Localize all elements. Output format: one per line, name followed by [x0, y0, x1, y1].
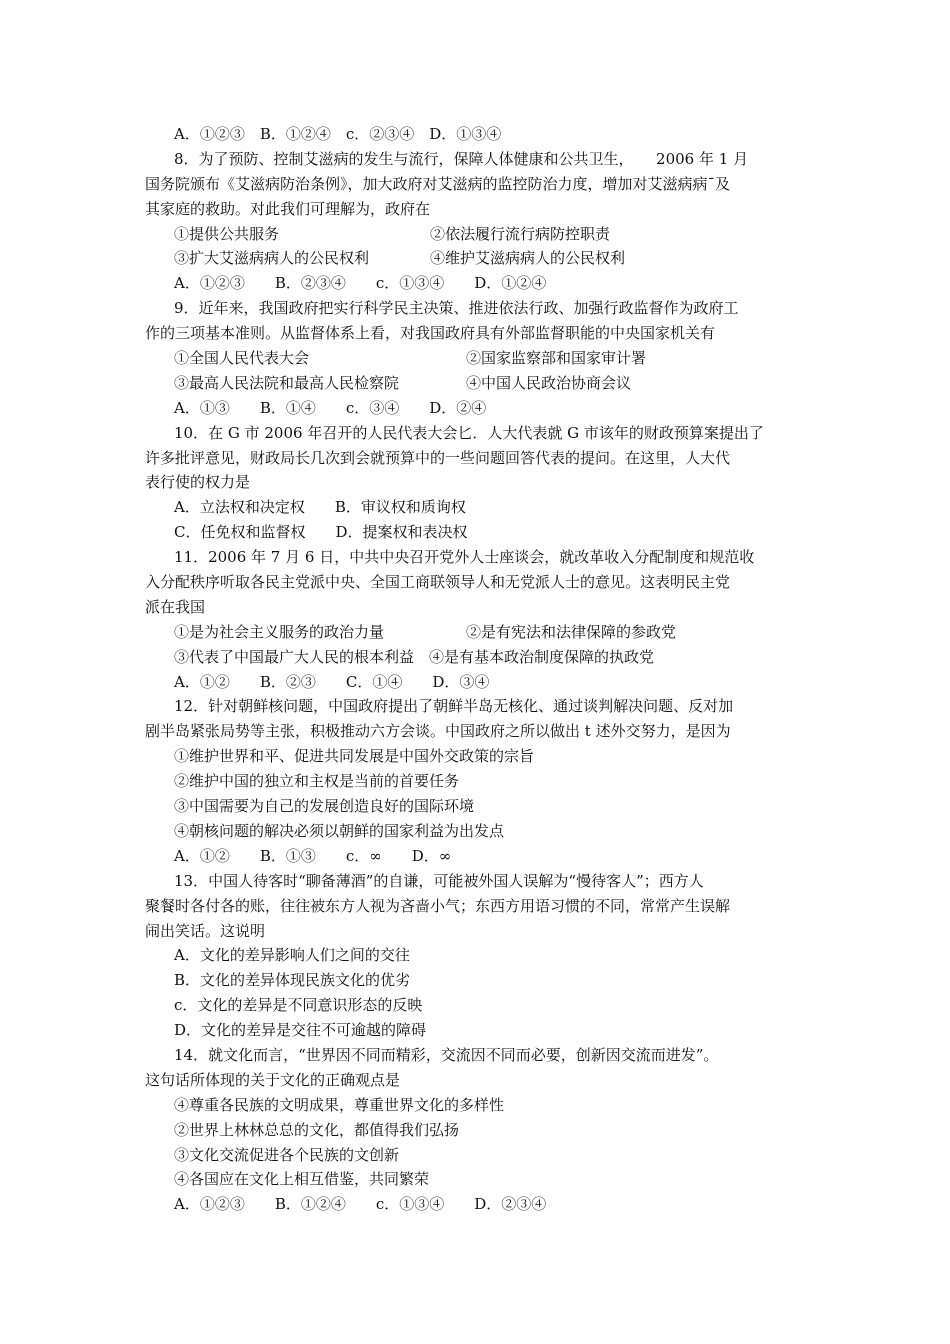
- line-text: ③中国需要为自己的发展创造良好的国际环境: [174, 797, 475, 816]
- text-line: [0, 595, 950, 620]
- line-text: ①提供公共服务: [174, 224, 280, 243]
- line-text: ③文化交流促进各个民族的文创新: [174, 1145, 400, 1164]
- text-line: [0, 147, 950, 172]
- text-line: [0, 446, 950, 471]
- text-line: [0, 919, 950, 944]
- text-line: [0, 346, 950, 371]
- line-text: 作的三项基本准则。从监督体系上看，对我国政府具有外部监督职能的中央国家机关有: [145, 324, 716, 343]
- line-text: ①全国人民代表大会: [174, 349, 310, 368]
- text-line: [0, 545, 950, 570]
- line-text: 剧半岛紧张局势等主张，积极推动六方会谈。中国政府之所以做出 t 述外交努力，是因为: [145, 722, 731, 741]
- text-line: [0, 321, 950, 346]
- text-line: [0, 271, 950, 296]
- text-line: [0, 819, 950, 844]
- text-line: [0, 869, 950, 894]
- line-text: 派在我国: [145, 597, 206, 616]
- line-text: A．①② B．②③ C．①④ D．③④: [174, 672, 490, 691]
- line-text: ①是为社会主义服务的政治力量: [174, 622, 385, 641]
- document-page: [0, 122, 950, 1217]
- line-text: ③最高人民法院和最高人民检察院: [174, 373, 400, 392]
- text-line: [0, 371, 950, 396]
- line-text: ④尊重各民族的文明成果，尊重世界文化的多样性: [174, 1095, 505, 1114]
- line-text: A．①②③ B．①②④ c．①③④ D．②③④: [174, 1195, 547, 1214]
- line-text: A．①②③ B．①②④ c．②③④ D．①③④: [174, 125, 502, 143]
- text-line: [0, 1043, 950, 1068]
- line-text-column-2: ②国家监察部和国家审计署: [466, 349, 647, 368]
- line-text: 入分配秩序听取各民主党派中央、全国工商联领导人和无党派人士的意见。这表明民主党: [145, 573, 731, 592]
- text-line: [0, 670, 950, 695]
- text-line: [0, 495, 950, 520]
- line-text: ①维护世界和平、促进共同发展是中国外交政策的宗旨: [174, 747, 535, 766]
- text-line: [0, 844, 950, 869]
- line-text: 其家庭的救助。对此我们可理解为，政府在: [145, 199, 431, 218]
- text-line: [0, 222, 950, 247]
- line-text: ③代表了中国最广大人民的根本利益 ④是有基本政治制度保障的执政党: [174, 647, 655, 666]
- line-text: B．文化的差异体现民族文化的优劣: [174, 971, 411, 990]
- text-line: [0, 421, 950, 446]
- text-line: [0, 694, 950, 719]
- text-line: [0, 744, 950, 769]
- text-line: [0, 645, 950, 670]
- line-text: A．立法权和决定权 B．审议权和质询权: [174, 498, 466, 517]
- line-text: A．①③ B．①④ c．③④ D．②④: [174, 398, 487, 417]
- text-line: [0, 769, 950, 794]
- text-line: [0, 396, 950, 421]
- line-text: 许多批评意见，财政局长几次到会就预算中的一些问题回答代表的提问。在这里，人大代: [145, 448, 731, 467]
- line-text: 表行使的权力是: [145, 473, 251, 492]
- text-line: [0, 470, 950, 495]
- text-line: [0, 968, 950, 993]
- line-text: 9．近年来，我国政府把实行科学民主决策、推进依法行政、加强行政监督作为政府工: [174, 299, 739, 318]
- text-line: [0, 1018, 950, 1043]
- line-text: 11．2006 年 7 月 6 日，中共中央召开党外人士座谈会，就改革收入分配制度和规范收: [174, 548, 755, 567]
- line-text-column-2: ②是有宪法和法律保障的参政党: [466, 622, 677, 641]
- line-text: ③扩大艾滋病病人的公民权利: [174, 249, 370, 268]
- line-text: 12．针对朝鲜核问题，中国政府提出了朝鲜半岛无核化、通过谈判解决问题、反对加: [174, 697, 734, 716]
- text-line: [0, 1118, 950, 1143]
- text-line: [0, 1143, 950, 1168]
- line-text: c．文化的差异是不同意识形态的反映: [174, 996, 423, 1015]
- text-line: [0, 246, 950, 271]
- line-text: 国务院颁布《艾滋病防治条例》，加大政府对艾滋病的监控防治力度，增加对艾滋病病ˉ及: [145, 174, 731, 193]
- text-line: [0, 1167, 950, 1192]
- text-line: [0, 1068, 950, 1093]
- text-line: [0, 620, 950, 645]
- text-line: [0, 719, 950, 744]
- text-line: [0, 1192, 950, 1217]
- text-line: [0, 122, 950, 147]
- text-line: [0, 520, 950, 545]
- text-line: [0, 172, 950, 197]
- line-text: A．①② B．①③ c．∞ D．∞: [174, 846, 452, 865]
- line-text: ④各国应在文化上相互借鉴，共同繁荣: [174, 1170, 430, 1189]
- text-line: [0, 570, 950, 595]
- line-text: 这句话所体现的关于文化的正确观点是: [145, 1070, 401, 1089]
- line-text: 闹出笑话。这说明: [145, 921, 266, 940]
- line-text: ④朝核问题的解决必须以朝鲜的国家利益为出发点: [174, 821, 505, 840]
- text-line: [0, 296, 950, 321]
- text-line: [0, 794, 950, 819]
- line-text: C．任免权和监督权 D．提案权和表决权: [174, 523, 468, 542]
- text-line: [0, 943, 950, 968]
- text-line: [0, 1093, 950, 1118]
- line-text: 14．就文化而言，“世界因不同而精彩，交流因不同而必要，创新因交流而进发”。: [174, 1045, 719, 1064]
- line-text: A．①②③ B．②③④ c．①③④ D．①②④: [174, 274, 547, 293]
- line-text: 8．为了预防、控制艾滋病的发生与流行，保障人体健康和公共卫生， 2006 年 1 月: [174, 149, 749, 168]
- line-text: ②世界上林林总总的文化，都值得我们弘扬: [174, 1120, 460, 1139]
- line-text: 10．在 G 市 2006 年召开的人民代表大会匕．人大代表就 G 市该年的财政预算案提出了: [174, 423, 764, 442]
- line-text: 聚餐时各付各的账，往往被东方人视为吝啬小气；东西方用语习惯的不同，常常产生误解: [145, 896, 731, 915]
- line-text: D．文化的差异是交往不可逾越的障碍: [174, 1021, 427, 1040]
- line-text: ②维护中国的独立和主权是当前的首要任务: [174, 772, 460, 791]
- text-line: [0, 894, 950, 919]
- line-text: 13．中国人待客时“聊备薄酒”的自谦，可能被外国人误解为“慢待客人”；西方人: [174, 871, 704, 890]
- text-line: [0, 197, 950, 222]
- line-text-column-2: ④中国人民政治协商会议: [466, 373, 632, 392]
- text-line: [0, 993, 950, 1018]
- line-text: A．文化的差异影响人们之间的交往: [174, 946, 410, 965]
- line-text-column-2: ②依法履行流行病防控职责: [430, 224, 611, 243]
- line-text-column-2: ④维护艾滋病病人的公民权利: [430, 249, 626, 268]
